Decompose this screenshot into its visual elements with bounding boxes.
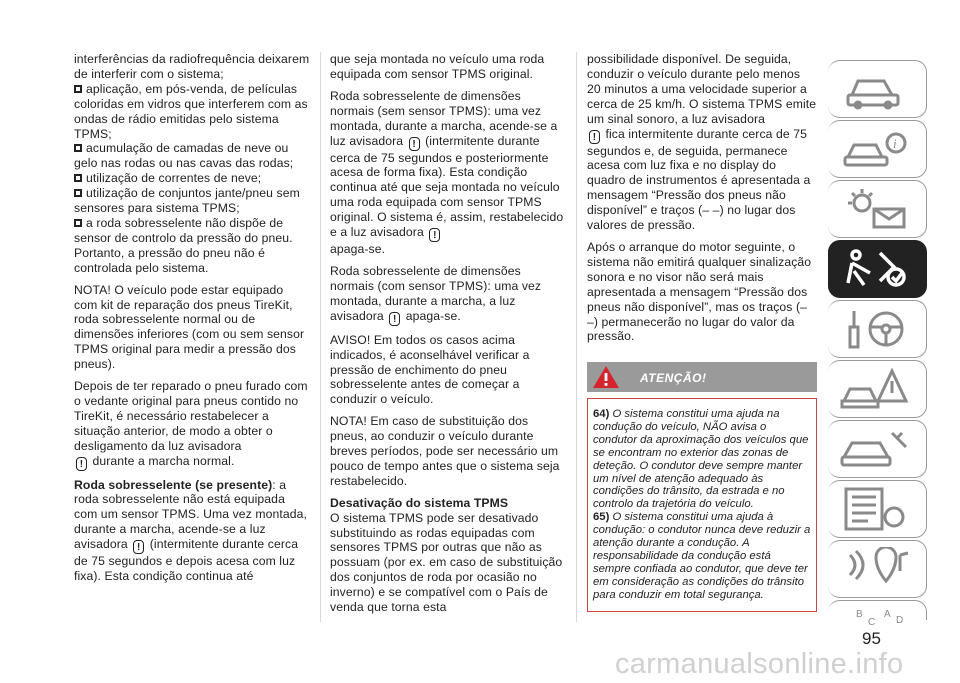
tab-lights-messages[interactable] <box>828 180 927 238</box>
paragraph: Desativação do sistema TPMS O sistema TPMS pode ser desativado substituindo as rodas equipadas com sensores TPMS por outras que não as possuam (por ex. em caso de substituição dos conjuntos de roda por ocasião no inverno) e se compatível com o País de venda que torna esta <box>330 495 563 615</box>
tpms-warning-light-icon: ! <box>389 312 400 326</box>
svg-text:i: i <box>893 136 897 151</box>
car-info-icon <box>840 127 912 171</box>
attention-item: 65) O sistema constitui uma ajuda à condução: o condutor nunca deve reduzir a atenção durante a condução. A responsabilidade da condução está sempre confiada ao condutor, que deve ter em consideração as condições do trânsito para conduzir em total segurança. <box>593 511 811 601</box>
warning-paragraph: AVISO! Em todos os casos acima indicados, é aconselhável verificar a pressão de enchimento do pneu sobresselente antes de começar a conduzir o veículo. <box>330 332 530 407</box>
section-heading: Roda sobresselente (se presente) <box>74 477 273 492</box>
column-divider <box>320 52 321 622</box>
tab-service[interactable] <box>828 420 927 478</box>
svg-text:A: A <box>884 609 891 620</box>
tab-car[interactable] <box>828 60 927 118</box>
paragraph: Depois de ter reparado o pneu furado com o vedante original para pneus contido no TireKit, é necessário restabelecer a situação anterior, de modo a obter o desligamento da luz avisadora ! durante a marcha normal. <box>74 379 308 470</box>
attention-item: 64) O sistema constitui uma ajuda na condução do veículo, NÃO avisa o condutor da aproximação dos veículos que se encontram no exterior das zonas de deteção. O condutor deve sempre manter um nível de atenção adequado às condições do trânsito, da estrada e no controlo da trajetória do veículo. <box>593 408 809 511</box>
watermark: carmanualsonline.info <box>615 648 904 680</box>
paragraph: que seja montada no veículo uma roda equipada com sensor TPMS original. <box>330 52 545 81</box>
tpms-warning-light-icon: ! <box>589 130 600 144</box>
bullet-icon <box>74 144 82 152</box>
tpms-warning-light-icon: ! <box>409 137 420 151</box>
tpms-warning-light-icon: ! <box>429 228 440 242</box>
attention-box <box>587 398 817 612</box>
paragraph: Roda sobresselente (se presente): a roda sobresselente não está equipada com um sensor TPMS. Uma vez montada, durante a marcha, acende-se a luz avisadora ! (intermitente durante cerca de 75 segundos e depois acesa com luz fixa). Esta condição continua até <box>74 477 307 584</box>
svg-text:B: B <box>856 609 863 620</box>
lights-message-icon <box>840 187 912 231</box>
data-list-icon <box>840 487 912 531</box>
bullet-icon <box>74 189 82 197</box>
warning-road-icon <box>840 367 912 411</box>
car-icon <box>840 67 912 111</box>
text-column-1 <box>74 52 310 591</box>
tab-driving[interactable] <box>828 300 927 358</box>
paragraph: Roda sobresselente de dimensões normais (sem sensor TPMS): uma vez montada, durante a marcha, acende-se a luz avisadora ! (intermitente durante cerca de 75 segundos e posteriormente acesa de forma fixa). Esta condição continua até que seja montada no veículo uma roda equipada com sensor TPMS original. O sistema é, assim, restabelecido e a luz avisadora ! apaga-se. <box>330 88 564 257</box>
warning-triangle-icon <box>592 365 620 389</box>
index-letters-icon <box>840 607 912 627</box>
note-paragraph: NOTA! Em caso de substituição dos pneus, ao conduzir o veículo durante breves períodos, pode ser necessário um pouco de tempo antes que o sistema seja restabelecido. <box>330 414 560 488</box>
seat-airbag-icon <box>840 247 912 291</box>
svg-text:D: D <box>896 615 904 626</box>
text-column-2 <box>330 52 566 622</box>
section-heading: Desativação do sistema TPMS <box>330 495 509 510</box>
note-paragraph: NOTA! O veículo pode estar equipado com kit de reparação dos pneus TireKit, roda sobresselente normal ou de dimensões inferiores (com ou sem sensor TPMS original para medir a pressão dos pneus). <box>74 282 305 372</box>
svg-text:C: C <box>868 617 876 627</box>
bullet-icon <box>74 174 82 182</box>
steering-wheel-icon <box>840 307 912 351</box>
tab-multimedia[interactable] <box>828 540 927 598</box>
paragraph: Roda sobresselente de dimensões normais (com sensor TPMS): uma vez montada, durante a marcha, a luz avisadora ! apaga-se. <box>330 263 542 325</box>
bullet-icon <box>74 219 82 227</box>
tpms-warning-light-icon: ! <box>76 457 87 471</box>
text-column-3 <box>587 52 817 351</box>
bullet-icon <box>74 85 82 93</box>
tab-car-info[interactable] <box>828 120 927 178</box>
paragraph: Após o arranque do motor seguinte, o sistema não emitirá qualquer sinalização sonora e no visor não será mais apresentada a mensagem “Pressão dos pneus não disponível”, mas os traços (– –) permanecerão no lugar do valor da pressão. <box>587 239 812 344</box>
paragraph: interferências da radiofrequência deixarem de interferir com o sistema; aplicação, em pós-venda, de películas coloridas em vidros que interferem com as ondas de rádio emitidas pelo sistema TPMS; acumulação de camadas de neve ou gelo nas rodas ou nas cavas das rodas; utilização de correntes de neve; utilização de conjuntos jante/pneu sem sensores para sistema TPMS; a roda sobresselente não dispõe de sensor de controlo da pressão do pneu. Portanto, a pressão do pneu não é controlada pelo sistema. <box>74 52 310 275</box>
media-location-icon <box>840 547 912 591</box>
tpms-warning-light-icon: ! <box>133 540 144 554</box>
attention-title: ATENÇÃO! <box>640 371 707 385</box>
column-divider <box>576 52 577 622</box>
page-number: 95 <box>862 629 881 648</box>
tab-emergency[interactable] <box>828 360 927 418</box>
paragraph: possibilidade disponível. De seguida, conduzir o veículo durante pelo menos 20 minutos a uma velocidade superior a cerca de 25 km/h. O sistema TPMS emite um sinal sonoro, a luz avisadora ! fica intermitente durante cerca de 75 segundos e, de seguida, permanece acesa com luz fixa e no display do quadro de instrumentos é apresentada a mensagem “Pressão dos pneus não disponível” e traços (– –) no lugar dos valores de pressão. <box>587 52 817 233</box>
tab-technical-data[interactable] <box>828 480 927 538</box>
tab-index[interactable] <box>828 600 927 627</box>
car-service-icon <box>840 427 912 471</box>
tab-safety[interactable] <box>828 240 927 298</box>
